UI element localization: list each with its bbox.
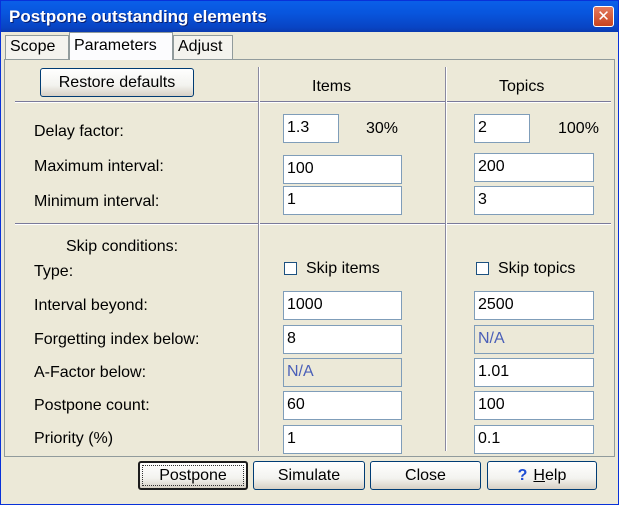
skip-topics-checkbox[interactable] <box>476 262 489 275</box>
postpone-button[interactable] <box>138 461 248 490</box>
section-separator <box>15 223 611 225</box>
topics-priority-input[interactable]: 0.1 <box>474 425 594 454</box>
tab-adjust[interactable]: Adjust <box>173 35 233 59</box>
tab-parameters[interactable]: Parameters <box>69 32 173 60</box>
items-minimum-interval-input[interactable]: 1 <box>283 186 402 215</box>
items-delay-factor-input[interactable]: 1.3 <box>283 114 339 143</box>
simulate-button[interactable]: Simulate <box>253 461 365 490</box>
forgetting-index-label: Forgetting index below: <box>34 331 200 348</box>
topics-afactor-input[interactable]: 1.01 <box>474 358 594 387</box>
help-label-rest: elp <box>544 467 567 484</box>
topics-forgetting-index-input: N/A <box>474 325 594 354</box>
topics-delay-factor-input[interactable]: 2 <box>474 114 530 143</box>
items-interval-beyond-input[interactable]: 1000 <box>283 291 402 320</box>
items-forgetting-index-input[interactable]: 8 <box>283 325 402 354</box>
skip-items-label[interactable]: Skip items <box>306 260 380 277</box>
topics-postpone-count-input[interactable]: 100 <box>474 391 594 420</box>
minimum-interval-label: Minimum interval: <box>34 193 160 210</box>
window-title: Postpone outstanding elements <box>9 7 267 26</box>
close-window-button[interactable]: ✕ <box>593 6 614 27</box>
restore-defaults-button[interactable]: Restore defaults <box>40 68 194 97</box>
close-button[interactable]: Close <box>370 461 481 490</box>
interval-beyond-label: Interval beyond: <box>34 297 148 314</box>
skip-topics-label[interactable]: Skip topics <box>498 260 576 277</box>
items-maximum-interval-input[interactable]: 100 <box>283 155 402 184</box>
postpone-button-label: Postpone <box>142 465 244 486</box>
column-header-topics: Topics <box>499 78 545 95</box>
afactor-below-label: A-Factor below: <box>34 364 147 381</box>
help-icon: ? <box>517 467 528 484</box>
topics-delay-percent: 100% <box>558 120 599 137</box>
help-button[interactable] <box>487 461 597 490</box>
maximum-interval-label: Maximum interval: <box>34 158 164 175</box>
skip-items-checkbox[interactable] <box>284 262 297 275</box>
column-divider-topics <box>445 67 447 451</box>
items-delay-percent: 30% <box>366 120 399 137</box>
items-priority-input[interactable]: 1 <box>283 425 402 454</box>
topics-interval-beyond-input[interactable]: 2500 <box>474 291 594 320</box>
column-header-items: Items <box>312 78 352 95</box>
delay-factor-label: Delay factor: <box>34 123 124 140</box>
skip-type-label: Type: <box>34 263 74 280</box>
tab-scope[interactable]: Scope <box>5 35 69 59</box>
items-postpone-count-input[interactable]: 60 <box>283 391 402 420</box>
header-separator <box>15 101 611 103</box>
topics-maximum-interval-input[interactable]: 200 <box>474 153 594 182</box>
postpone-count-label: Postpone count: <box>34 397 150 414</box>
title-bar[interactable] <box>1 1 618 32</box>
skip-conditions-heading: Skip conditions: <box>66 238 179 255</box>
column-divider-items <box>258 67 260 451</box>
items-afactor-input: N/A <box>283 358 402 387</box>
priority-label: Priority (%) <box>34 430 114 447</box>
help-label-accel: H <box>533 467 545 484</box>
topics-minimum-interval-input[interactable]: 3 <box>474 186 594 215</box>
